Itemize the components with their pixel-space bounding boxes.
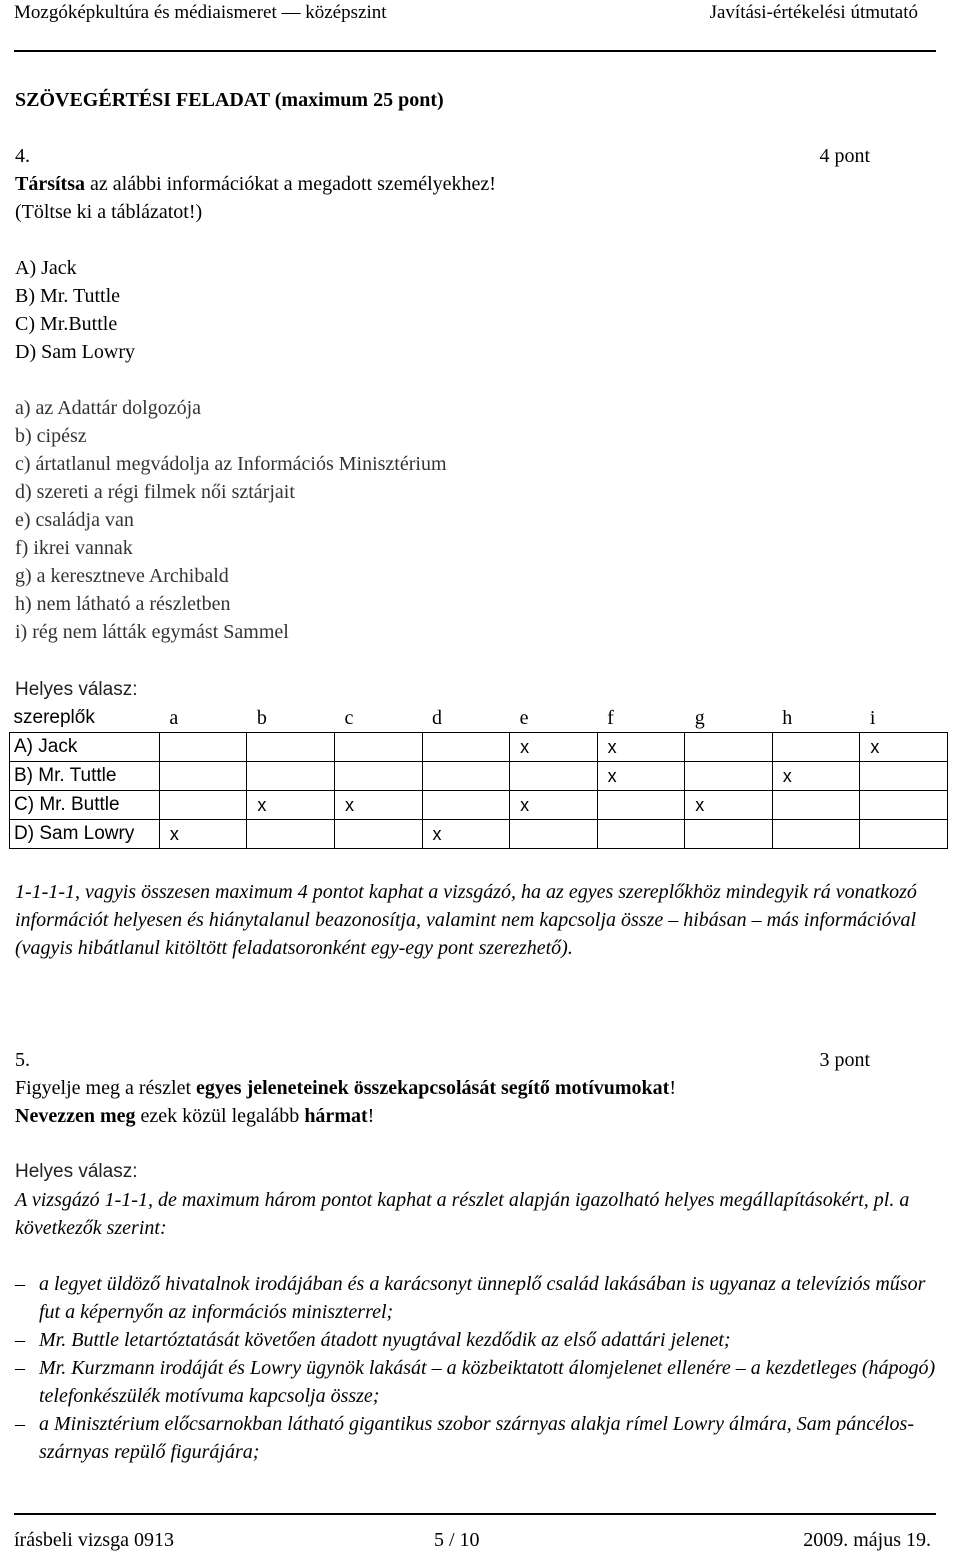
task5-line2-end: ! (367, 1105, 375, 1127)
list-item (15, 1410, 950, 1466)
list-item: d) szereti a régi filmek női sztárjait (15, 481, 295, 503)
list-item: f) ikrei vannak (15, 537, 133, 559)
list-item (15, 1326, 950, 1354)
task5-bullet-list (15, 1270, 950, 1466)
table-header-cell: a (169, 706, 179, 729)
task5-answer-label: Helyes válasz: (15, 1161, 138, 1182)
task5-line1-bold: egyes jeleneteinek összekapcsolását segítő motívumokat (196, 1077, 670, 1099)
section-title: SZÖVEGÉRTÉSI FELADAT (maximum 25 pont) (15, 89, 444, 111)
page-header (14, 2, 936, 52)
table-header-row (10, 704, 948, 733)
list-item: c) ártatlanul megvádolja az Információs Minisztérium (15, 453, 447, 475)
table-cell: x (520, 794, 530, 815)
page-footer (14, 1513, 936, 1551)
header-subject: Mozgóképkultúra és médiaismeret — középszint (14, 2, 387, 23)
table-header-cell: e (519, 706, 529, 729)
table-cell: x (344, 794, 354, 815)
list-item: C) Mr.Buttle (15, 313, 118, 335)
list-item-text: Mr. Kurzmann irodáját és Lowry ügynök lakását – a közbeiktatott álomjelenet ellenére – a kezdetleges (hápogó) telefonkészülék motívuma kapcsolja össze; (39, 1357, 936, 1407)
task5-instruction (15, 1074, 676, 1130)
table-cell: x (169, 823, 179, 844)
table-cell: A) Jack (10, 733, 160, 762)
task5-number: 5. (15, 1049, 30, 1071)
table-header-cell: c (344, 706, 354, 729)
list-item: D) Sam Lowry (15, 341, 135, 363)
list-item: g) a keresztneve Archibald (15, 565, 229, 587)
list-item (15, 1354, 950, 1410)
task4-number: 4. (15, 145, 30, 167)
task5-line1-end: ! (669, 1077, 676, 1099)
table-cell: x (607, 765, 617, 786)
task5-heading (15, 1046, 870, 1074)
person-list (15, 254, 135, 366)
table-header-cell: f (607, 706, 614, 729)
list-item: e) családja van (15, 509, 134, 531)
table-cell: x (520, 736, 530, 757)
task5-line2-bold2: hármat (304, 1105, 368, 1127)
table-row (10, 762, 948, 791)
task4-heading (15, 142, 870, 170)
task4-instruction-bold: Társítsa (15, 173, 85, 195)
task4-points: 4 pont (819, 145, 870, 167)
list-item-text: Mr. Buttle letartóztatását követően átadott nyugtával kezdődik az első adattári jelenet; (39, 1329, 731, 1351)
footer-page-number: 5 / 10 (434, 1529, 480, 1551)
list-item: B) Mr. Tuttle (15, 285, 121, 307)
table-cell: x (607, 736, 617, 757)
table-cell: C) Mr. Buttle (10, 791, 160, 820)
footer-exam-id: írásbeli vizsga 0913 (14, 1529, 174, 1551)
task4-answer-label: Helyes válasz: (15, 679, 138, 700)
task4-scoring: 1-1-1-1, vagyis összesen maximum 4 pontot kaphat a vizsgázó, ha az egyes szereplőkhöz mindegyik rá vonatkozó információt helyesen és hiánytalanul beazonosítja, valamint nem kapcsolja össze – hibásan – más információval (vagyis hibátlanul kitöltött feladatsoronként egy-egy pont szerezhető). (15, 881, 917, 959)
table-header-cell: g (694, 706, 705, 729)
table-cell: x (257, 794, 267, 815)
table-header-cell: szereplők (13, 707, 95, 728)
table-header-cell: i (869, 706, 876, 729)
list-item: b) cipész (15, 425, 87, 447)
task5-line2-text: ezek közül legalább (135, 1105, 305, 1127)
table-row (10, 733, 948, 762)
list-item: i) rég nem látták egymást Sammel (15, 621, 289, 643)
table-header-cell: d (432, 706, 443, 729)
table-cell: x (782, 765, 792, 786)
dash-bullet: – (15, 1413, 25, 1435)
table-cell: x (870, 736, 880, 757)
list-item: A) Jack (15, 257, 77, 279)
task5-points: 3 pont (819, 1049, 870, 1071)
task5-intro: A vizsgázó 1-1-1, de maximum három pontot kaphat a részlet alapján igazolható helyes megállapításokért, pl. a következők szerint: (15, 1189, 910, 1239)
table-header-cell: b (256, 706, 267, 729)
list-item: a) az Adattár dolgozója (15, 397, 202, 419)
table-row (10, 820, 948, 849)
task4-instruction-rest: az alábbi információkat a megadott személyekhez! (85, 173, 496, 195)
list-item (15, 1270, 950, 1326)
task5-line2-bold: Nevezzen meg (15, 1105, 136, 1127)
table-header-cell: h (782, 706, 793, 729)
list-item-text: a legyet üldöző hivatalnok irodájában és a karácsonyt ünneplő család lakásában is ugyanaz a televíziós műsor fut a képernyőn az információs miniszterrel; (39, 1273, 926, 1323)
dash-bullet: – (15, 1329, 25, 1351)
footer-date: 2009. május 19. (803, 1529, 931, 1551)
task4-instruction (15, 170, 496, 226)
table-cell: B) Mr. Tuttle (10, 762, 160, 791)
task4-instruction-2: (Töltse ki a táblázatot!) (15, 201, 203, 223)
dash-bullet: – (15, 1357, 25, 1379)
task5-line1-text: Figyelje meg a részlet (15, 1077, 197, 1099)
dash-bullet: – (15, 1273, 25, 1295)
table-cell: x (695, 794, 705, 815)
header-doc-type: Javítási-értékelési útmutató (709, 2, 918, 23)
table-row (10, 791, 948, 820)
table-cell: D) Sam Lowry (10, 820, 160, 849)
answer-table (9, 704, 948, 849)
info-list (15, 394, 447, 646)
list-item-text: a Minisztérium előcsarnokban látható gigantikus szobor szárnyas alakja rímel Lowry álmára, Sam páncélos-szárnyas repülő figurájára; (39, 1413, 914, 1463)
table-cell: x (432, 823, 442, 844)
list-item: h) nem látható a részletben (15, 593, 231, 615)
